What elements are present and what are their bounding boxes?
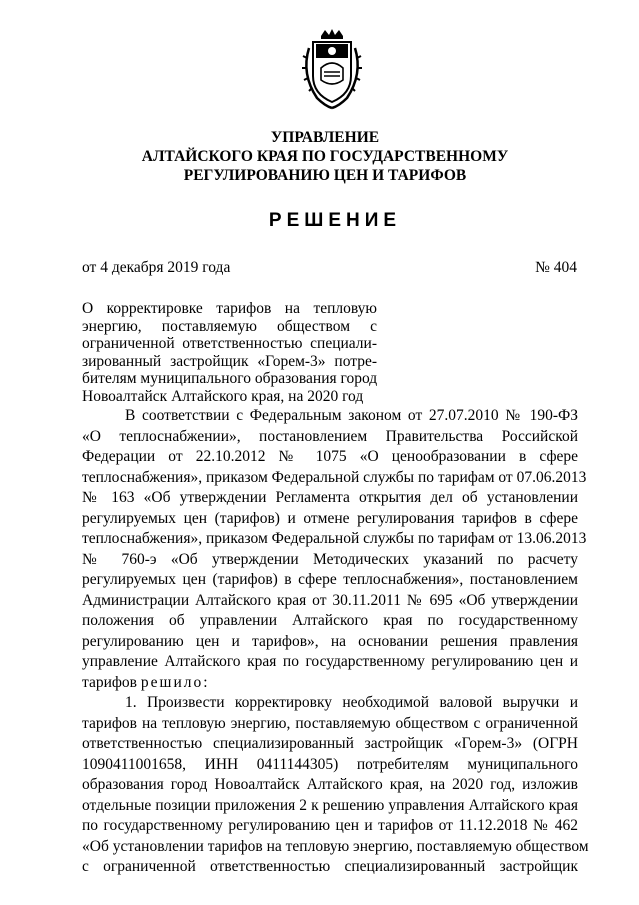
agency-header xyxy=(60,128,590,185)
body-line: теплоснабжения», приказом Федеральной службы по тарифам от 13.06.2013 xyxy=(82,530,587,547)
agency-line-1: УПРАВЛЕНИЕ xyxy=(270,129,380,146)
item-1-line: тарифов на тепловую энергию, поставляемую обществом с ограниченной xyxy=(82,714,578,732)
item-1-line: 1090411001658, ИНН 0411144305) потребителям муниципального xyxy=(82,755,578,773)
subject-line: энергию, поставляемую обществом с xyxy=(82,317,377,335)
decision-word: решило: xyxy=(140,673,210,691)
body-line: В соответствии с Федеральным законом от 27.07.2010 № 190-ФЗ xyxy=(125,407,578,424)
document-body xyxy=(82,406,589,878)
body-line: Администрации Алтайского края от 30.11.2011 № 695 «Об утверждении xyxy=(82,591,578,609)
body-line: № 163 «Об утверждении Регламента открытия дел об установлении xyxy=(82,489,578,506)
body-line: теплоснабжения», приказом Федеральной службы по тарифам от 07.06.2013 xyxy=(82,468,587,486)
document-number: № 404 xyxy=(535,259,577,276)
item-1-line: по государственному регулированию цен и тарифов от 11.12.2018 № 462 xyxy=(82,817,578,834)
subject-line: бителям муниципального образования город xyxy=(82,370,378,387)
body-line: регулируемых цен (тарифов) в сфере теплоснабжения», постановлением xyxy=(82,571,578,588)
item-1-line: ответственностью специализированный застройщик «Горем-3» (ОГРН xyxy=(82,735,578,752)
subject-line: Новоалтайск Алтайского края, на 2020 год xyxy=(82,387,364,405)
item-1-line: отдельные позиции приложения 2 к решению управления Алтайского края xyxy=(82,796,578,814)
body-line: регулированию цен и тарифов», на основании решения правления xyxy=(82,632,578,650)
item-1-line: 1. Произвести корректировку необходимой валовой выручки и xyxy=(125,694,578,711)
document-date: от 4 декабря 2019 года xyxy=(82,259,231,276)
coat-of-arms-emblem xyxy=(299,28,365,110)
body-line: «О теплоснабжении», постановлением Правительства Российской xyxy=(82,427,578,445)
document-subject xyxy=(82,300,377,405)
agency-line-2: АЛТАЙСКОГО КРАЯ ПО ГОСУДАРСТВЕННОМУ xyxy=(141,148,509,165)
item-1-line: «Об установлении тарифов на тепловую энергию, поставляемую обществом xyxy=(82,837,589,855)
subject-line: О корректировке тарифов на тепловую xyxy=(82,300,377,317)
body-line: регулируемых цен (тарифов) и отмене регулирования тарифов в сфере xyxy=(82,509,578,527)
body-line: Федерации от 22.10.2012 № 1075 «О ценообразовании в сфере xyxy=(82,448,578,465)
decision-line xyxy=(82,673,578,694)
body-line: № 760-э «Об утверждении Методических указаний по расчету xyxy=(82,550,578,568)
date-number-line xyxy=(82,259,577,277)
body-line: управление Алтайского края по государственному регулированию цен и xyxy=(82,653,578,670)
item-1-line: с ограниченной ответственностью специализированный застройщик xyxy=(82,858,578,875)
body-line: положения об управлении Алтайского края по государственному xyxy=(82,612,578,629)
agency-line-3: РЕГУЛИРОВАНИЮ ЦЕН И ТАРИФОВ xyxy=(183,167,467,184)
item-1-line: образования город Новоалтайск Алтайского края, на 2020 год, изложив xyxy=(82,776,578,793)
subject-line: ограниченной ответственностью специали- xyxy=(82,335,377,352)
subject-line: зированный застройщик «Горем-3» потре- xyxy=(82,352,377,370)
document-title: РЕШЕНИЕ xyxy=(268,210,402,231)
decision-prefix: тарифов xyxy=(82,673,141,691)
